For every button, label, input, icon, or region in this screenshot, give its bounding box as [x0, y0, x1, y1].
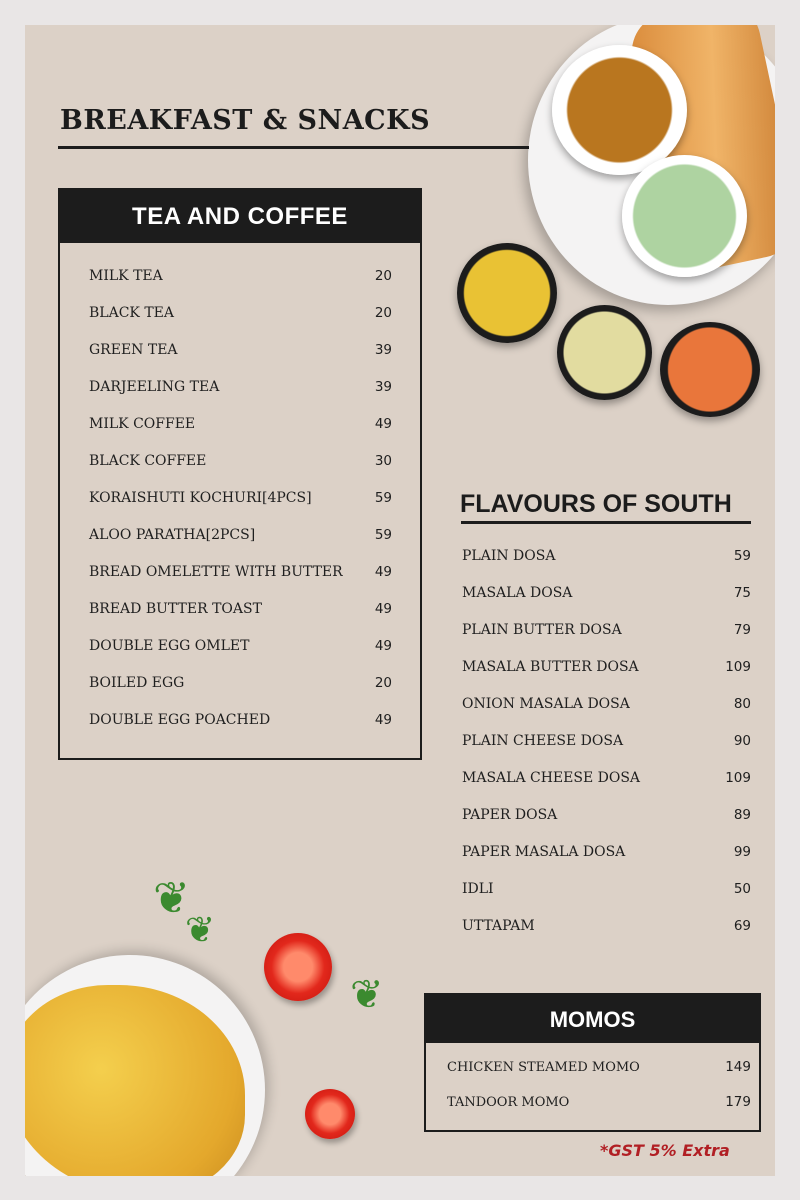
menu-item-price: 49: [374, 638, 392, 654]
menu-item-name: DOUBLE EGG POACHED: [89, 712, 271, 728]
menu-item-name: IDLI: [462, 881, 494, 897]
menu-item-name: MASALA DOSA: [462, 585, 573, 601]
section-heading: FLAVOURS OF SOUTH: [460, 490, 732, 518]
tea-coffee-list: [89, 268, 392, 749]
menu-item-price: 109: [725, 659, 751, 675]
menu-item: [462, 548, 751, 585]
menu-item: [447, 1094, 751, 1129]
menu-item-price: 39: [374, 379, 392, 395]
menu-item-price: 49: [374, 564, 392, 580]
menu-item-price: 39: [374, 342, 392, 358]
menu-item: [89, 564, 392, 601]
menu-item-name: DARJEELING TEA: [89, 379, 220, 395]
menu-item-price: 30: [374, 453, 392, 469]
menu-item: [462, 659, 751, 696]
menu-item-name: ALOO PARATHA[2PCS]: [89, 527, 256, 543]
menu-sheet: [25, 25, 775, 1176]
menu-item-price: 89: [733, 807, 751, 823]
menu-item: [89, 638, 392, 675]
menu-item-name: MASALA BUTTER DOSA: [462, 659, 639, 675]
menu-item: [462, 696, 751, 733]
tomato-slice-image: [305, 1089, 355, 1139]
menu-item: [462, 770, 751, 807]
menu-item: [462, 881, 751, 918]
title-underline: [58, 146, 529, 149]
menu-item: [462, 844, 751, 881]
menu-item-name: CHICKEN STEAMED MOMO: [447, 1060, 640, 1075]
menu-item-name: BLACK COFFEE: [89, 453, 207, 469]
menu-item: [462, 918, 751, 955]
menu-item: [447, 1059, 751, 1094]
momos-list: [447, 1059, 751, 1129]
menu-item: [89, 675, 392, 712]
section-heading: TEA AND COFFEE: [60, 190, 420, 243]
potato-masala-bowl-image: [457, 243, 557, 343]
menu-item-name: PLAIN CHEESE DOSA: [462, 733, 624, 749]
menu-item-name: BREAD BUTTER TOAST: [89, 601, 262, 617]
page-title: BREAKFAST & SNACKS: [60, 105, 431, 136]
tomato-slice-image: [264, 933, 332, 1001]
menu-item-price: 49: [374, 416, 392, 432]
south-list: [462, 548, 751, 955]
menu-item-price: 59: [374, 527, 392, 543]
menu-item: [89, 268, 392, 305]
menu-item-name: ONION MASALA DOSA: [462, 696, 630, 712]
menu-item: [462, 585, 751, 622]
menu-item: [89, 305, 392, 342]
menu-item: [89, 712, 392, 749]
menu-item: [89, 379, 392, 416]
coriander-leaf-icon: ❦: [153, 873, 190, 924]
menu-item-name: UTTAPAM: [462, 918, 535, 934]
menu-item-name: GREEN TEA: [89, 342, 178, 358]
menu-item-name: MILK TEA: [89, 268, 163, 284]
menu-item-name: BREAD OMELETTE WITH BUTTER: [89, 564, 343, 580]
menu-item-name: MILK COFFEE: [89, 416, 196, 432]
tomato-chutney-bowl-image: [660, 322, 760, 417]
menu-item: [89, 490, 392, 527]
menu-item-price: 49: [374, 601, 392, 617]
menu-item-price: 59: [733, 548, 751, 564]
menu-item-price: 149: [725, 1059, 751, 1075]
coriander-leaf-icon: ❦: [185, 910, 216, 951]
menu-item-name: MASALA CHEESE DOSA: [462, 770, 641, 786]
menu-item: [89, 416, 392, 453]
menu-item-name: TANDOOR MOMO: [447, 1095, 570, 1110]
momos-section: [424, 993, 761, 1132]
menu-item: [462, 807, 751, 844]
menu-item-price: 79: [733, 622, 751, 638]
menu-item: [89, 453, 392, 490]
coconut-chutney-bowl-image: [557, 305, 652, 400]
menu-item-name: PAPER MASALA DOSA: [462, 844, 626, 860]
menu-item-price: 20: [374, 305, 392, 321]
menu-item-price: 109: [725, 770, 751, 786]
menu-item-price: 179: [725, 1094, 751, 1110]
menu-item-price: 20: [374, 675, 392, 691]
menu-item-price: 99: [733, 844, 751, 860]
menu-item: [89, 342, 392, 379]
menu-item-price: 59: [374, 490, 392, 506]
menu-item-price: 49: [374, 712, 392, 728]
tea-coffee-section: [58, 188, 422, 760]
menu-item-price: 80: [733, 696, 751, 712]
menu-item-price: 90: [733, 733, 751, 749]
menu-item-price: 69: [733, 918, 751, 934]
menu-item-price: 20: [374, 268, 392, 284]
menu-item-price: 50: [733, 881, 751, 897]
chutney-bowl-image: [622, 155, 747, 277]
menu-item: [89, 601, 392, 638]
menu-item-name: BOILED EGG: [89, 675, 185, 691]
menu-item-name: PAPER DOSA: [462, 807, 558, 823]
menu-item: [462, 733, 751, 770]
menu-item-name: DOUBLE EGG OMLET: [89, 638, 250, 654]
menu-item-name: KORAISHUTI KOCHURI[4PCS]: [89, 490, 312, 506]
sambar-bowl-image: [552, 45, 687, 175]
section-heading: MOMOS: [426, 995, 759, 1043]
gst-note: *GST 5% Extra: [600, 1141, 730, 1160]
menu-item: [89, 527, 392, 564]
menu-item-name: PLAIN BUTTER DOSA: [462, 622, 622, 638]
menu-item-price: 75: [733, 585, 751, 601]
menu-item: [462, 622, 751, 659]
section-underline: [461, 521, 751, 524]
menu-item-name: BLACK TEA: [89, 305, 174, 321]
coriander-leaf-icon: ❦: [350, 972, 384, 1018]
menu-item-name: PLAIN DOSA: [462, 548, 556, 564]
